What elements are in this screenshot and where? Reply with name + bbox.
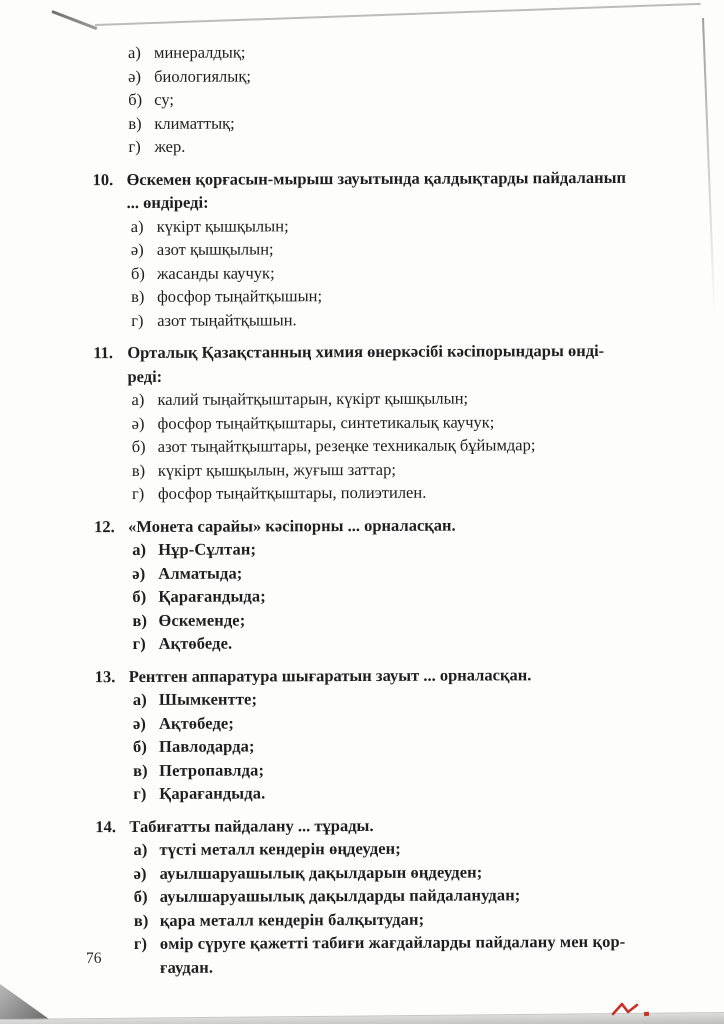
question-options: [129, 686, 700, 806]
scan-edge-top-left: [51, 10, 97, 30]
answer-option: [130, 930, 700, 979]
answer-option: [129, 686, 699, 712]
answer-option: [128, 559, 698, 585]
question-item: [0, 165, 723, 333]
option-text: Қарағандыда;: [158, 586, 266, 606]
option-letter: а): [130, 216, 144, 236]
option-letter: ә): [132, 713, 147, 733]
option-text: азот тыңайтқышын.: [157, 309, 297, 330]
option-letter: ә): [132, 563, 146, 583]
option-text: Павлодарда;: [158, 736, 255, 756]
option-text: жасанды каучук;: [156, 262, 275, 283]
answer-option: [129, 836, 699, 862]
option-text: минералдық;: [153, 42, 246, 62]
answer-option: [128, 536, 698, 562]
question-stem: Табиғатты пайдалану ... тұрады.: [129, 815, 374, 836]
question-stem: Өскемен қорғасын-мырыш зауытында қалдықтарды пайдаланып ... өндіреді:: [126, 167, 627, 213]
option-text: Қарағандыда.: [159, 783, 266, 803]
answer-option: [128, 480, 698, 506]
answer-option: [129, 630, 699, 656]
answer-option: [128, 433, 698, 459]
option-letter: а): [132, 539, 147, 560]
option-text: азот тыңайтқыштары, резеңке техникалық бұйымдар;: [157, 435, 536, 456]
question-stem: Рентген аппаратура шығаратын зауыт ... орналасқан.: [128, 664, 532, 686]
answer-option: [0, 85, 722, 112]
question-number: 13.: [94, 666, 116, 686]
option-text: фосфор тыңайтқыштары, полиэтилен.: [157, 482, 427, 503]
question-stem: «Монета сарайы» кәсіпорны ... орналасқан.: [128, 515, 456, 536]
option-text: калий тыңайтқыштарын, күкірт қышқылын;: [157, 388, 469, 409]
option-text: су;: [154, 89, 174, 109]
option-letter: в): [131, 286, 145, 307]
option-letter: ә): [131, 413, 145, 433]
option-letter: б): [128, 89, 143, 110]
answer-option: [127, 212, 697, 238]
option-letter: б): [133, 886, 148, 906]
question-item: [0, 512, 724, 656]
questions-list: [0, 165, 724, 980]
answer-option: [130, 859, 700, 885]
answer-option: [128, 456, 698, 482]
question-number: 10.: [92, 169, 114, 189]
option-text: Өскеменде;: [158, 610, 246, 630]
option-text: фосфор тыңайтқыштары, синтетикалық каучук;: [157, 411, 495, 433]
answer-option: [127, 259, 697, 285]
question-item: [1, 662, 724, 806]
option-letter: в): [131, 460, 146, 480]
option-text: күкірт қышқылын, жуғыш заттар;: [157, 459, 396, 480]
question-options: [127, 386, 698, 506]
question-stem: Орталық Қазақстанның химия өнеркәсібі кәсіпорындары өнді- реді:: [127, 340, 605, 386]
question-number: 11.: [93, 343, 114, 363]
answer-option: [0, 132, 722, 159]
question-options: [127, 212, 698, 332]
answer-option: [127, 386, 697, 412]
answer-option: [129, 733, 699, 759]
option-letter: б): [132, 736, 148, 757]
option-letter: в): [132, 610, 148, 630]
page-content: [0, 38, 724, 979]
option-text: Нұр-Сұлтан;: [158, 539, 257, 559]
question-body: [129, 812, 724, 979]
option-letter: г): [133, 933, 148, 953]
answer-option: [127, 306, 697, 332]
option-letter: а): [133, 839, 148, 860]
option-text: Алматыда;: [158, 563, 243, 583]
question-options: [129, 836, 700, 979]
option-letter: в): [128, 113, 142, 133]
option-letter: г): [128, 136, 141, 157]
option-text: Петропавлда;: [159, 759, 265, 780]
answer-option: [127, 283, 697, 309]
option-text: күкірт қышқылын;: [156, 215, 289, 236]
option-text: жер.: [154, 136, 186, 156]
option-letter: в): [133, 760, 148, 780]
answer-option: [0, 38, 722, 65]
option-text: биологиялық;: [154, 65, 252, 86]
option-letter: г): [131, 483, 145, 504]
answer-option: [128, 583, 698, 609]
option-letter: ә): [130, 239, 144, 260]
question-body: [128, 512, 724, 656]
option-text: түсті металл кендерін өңдеуден;: [159, 838, 401, 859]
answer-option: [127, 236, 697, 262]
option-text: ауылшаруашылық дақылдарын өңдеуден;: [159, 861, 483, 883]
scan-edge-top: [95, 3, 701, 26]
option-letter: г): [132, 633, 146, 654]
answer-option: [128, 606, 698, 632]
answer-option: [0, 62, 722, 89]
option-letter: в): [133, 910, 149, 930]
answer-option: [130, 906, 700, 932]
answer-option: [0, 109, 722, 136]
option-text: климаттық;: [154, 113, 235, 133]
option-text: Ақтөбеде.: [158, 633, 233, 653]
answer-option: [128, 409, 698, 435]
option-letter: г): [133, 783, 147, 804]
option-letter: б): [130, 263, 145, 283]
option-letter: а): [132, 689, 147, 710]
option-text: Шымкентте;: [158, 689, 258, 709]
option-text: азот қышқылын;: [156, 239, 274, 259]
option-text: фосфор тыңайтқышын;: [157, 286, 323, 306]
question-number: 14.: [95, 816, 117, 836]
option-letter: ә): [128, 66, 141, 86]
question-body: [129, 662, 724, 806]
option-text: қара металл кендерін балқытудан;: [159, 909, 425, 930]
answer-option: [129, 709, 699, 735]
question-body: [127, 165, 724, 332]
option-letter: а): [127, 42, 141, 63]
handwritten-red-mark: [610, 1000, 658, 1022]
question-number: 12.: [94, 516, 115, 536]
answer-option: [129, 780, 699, 806]
option-text: Ақтөбеде;: [158, 713, 234, 733]
option-letter: г): [131, 310, 144, 330]
page-number: 76: [86, 950, 102, 967]
option-letter: б): [131, 436, 146, 457]
question-item: [1, 812, 724, 980]
answer-option: [129, 756, 699, 782]
option-letter: а): [131, 389, 145, 410]
answer-option: [130, 883, 700, 909]
option-letter: б): [132, 586, 147, 607]
continued-options-list: [0, 38, 722, 159]
option-letter: ә): [133, 863, 147, 883]
question-item: [0, 338, 724, 506]
option-text: өмір сүруге қажетті табиғи жағдайларды пайдалану мен қор- ғаудан.: [159, 931, 626, 977]
question-body: [127, 338, 724, 505]
option-text: ауылшаруашылық дақылдарды пайдаланудан;: [159, 885, 521, 906]
question-options: [128, 536, 699, 656]
